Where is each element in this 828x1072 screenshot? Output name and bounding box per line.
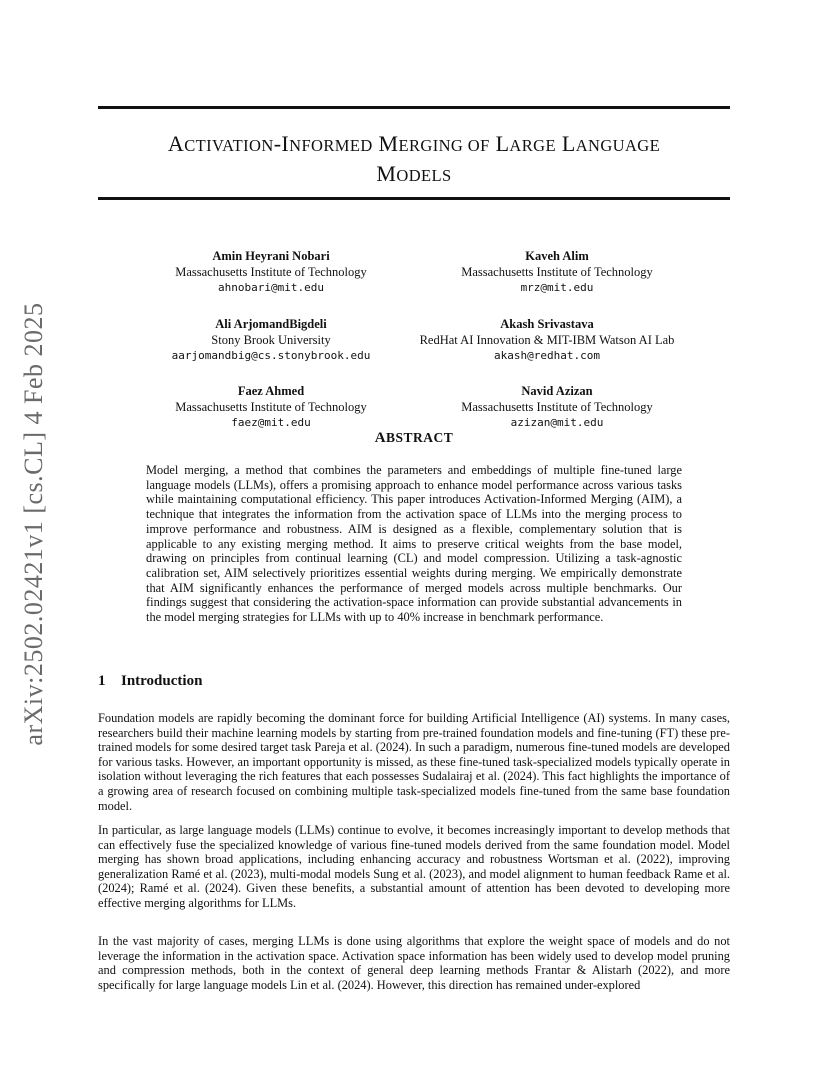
author-affiliation: Stony Brook University: [211, 332, 331, 347]
author-block: [392, 384, 722, 431]
section-title: Introduction: [121, 673, 203, 689]
author-email: mrz@mit.edu: [520, 281, 594, 294]
author-affiliation: RedHat AI Innovation & MIT-IBM Watson AI Lab: [419, 332, 675, 347]
author-name: Kaveh Alim: [525, 249, 589, 263]
author-email: aarjomandbig@cs.stonybrook.edu: [171, 349, 371, 362]
author-name: Akash Srivastava: [500, 317, 594, 331]
author-block: [106, 384, 436, 431]
paper-title: [98, 130, 730, 190]
author-email: ahnobari@mit.edu: [218, 281, 324, 294]
author-affiliation: Massachusetts Institute of Technology: [175, 399, 367, 414]
author-affiliation: Massachusetts Institute of Technology: [461, 399, 653, 414]
abstract-text: Model merging, a method that combines the parameters and embeddings of multiple fine-tuned large language models (LLMs), offers a promising approach to enhance model performance across various tasks while maintaining computational efficiency. This paper introduces Activation-Informed Merging (AIM), a technique that integrates the information from the activation space of LLMs into the merging process to improve performance and robustness. AIM is designed as a flexible, complementary solution that is applicable to any existing merging method. It aims to preserve critical weights from the base model, drawing on principles from continual learning (CL) and model compression. Utilizing a task-agnostic calibration set, AIM selectively prioritizes essential weights during merging. We empirically demonstrate that AIM significantly enhances the performance of merged models across multiple benchmarks. Our findings suggest that considering the activation-space information can provide substantial advancements in the model merging strategies for LLMs with up to 40% increase in benchmark performance.: [146, 463, 682, 625]
author-email: faez@mit.edu: [231, 416, 311, 429]
author-name: Faez Ahmed: [237, 384, 305, 398]
author-block: [382, 317, 712, 364]
title-line-2: MODELS: [376, 161, 452, 186]
section-heading: [98, 673, 202, 690]
author-email: akash@redhat.com: [494, 349, 600, 362]
author-email: azizan@mit.edu: [510, 416, 604, 429]
body-paragraph: In particular, as large language models (LLMs) continue to evolve, it becomes increasingly important to develop methods that can effectively fuse the specialized knowledge of various fine-tuned models derived from the same foundation model. Model merging has shown broad applications, including enhancing accuracy and robustness Wortsman et al. (2022), improving generalization Ramé et al. (2023), multi-modal models Sung et al. (2023), and model alignment to human feedback Rame et al. (2024); Ramé et al. (2024). Given these benefits, a substantial amount of attention has been devoted to developing more effective merging algorithms for LLMs.: [98, 823, 730, 910]
section-number: 1: [98, 673, 106, 689]
title-bottom-rule: [98, 197, 730, 200]
author-name: Amin Heyrani Nobari: [212, 249, 330, 263]
title-line-1: ACTIVATION-INFORMED MERGING OF LARGE LANGUAGE: [167, 131, 661, 156]
body-paragraph: In the vast majority of cases, merging LLMs is done using algorithms that explore the weight space of models and do not leverage the information in the activation space. Activation space information has been widely used to develop model pruning and compression methods, both in the context of general deep learning methods Frantar & Alistarh (2022), and more specifically for large language models Lin et al. (2024). However, this direction has remained under-explored: [98, 934, 730, 992]
author-block: [106, 249, 436, 296]
author-affiliation: Massachusetts Institute of Technology: [175, 264, 367, 279]
body-paragraph: Foundation models are rapidly becoming the dominant force for building Artificial Intelligence (AI) systems. In many cases, researchers build their machine learning models by starting from pre-trained foundation models and fine-tuning (FT) these pre-trained models for some desired target task Pareja et al. (2024). In such a paradigm, numerous fine-tuned models are developed for various tasks. However, an important opportunity is missed, as these fine-tuned task-specialized models typically operate in isolation without leveraging the rich features that each possesses Sudalairaj et al. (2024). This fact highlights the importance of a growing area of research focused on combining multiple task-specialized models fine-tuned from the same base foundation model.: [98, 711, 730, 813]
arxiv-stamp: arXiv:2502.02421v1 [cs.CL] 4 Feb 2025: [19, 302, 48, 746]
title-top-rule: [98, 106, 730, 109]
author-block: [392, 249, 722, 296]
abstract-heading: ABSTRACT: [374, 430, 454, 446]
author-affiliation: Massachusetts Institute of Technology: [461, 264, 653, 279]
author-name: Navid Azizan: [521, 384, 593, 398]
author-name: Ali ArjomandBigdeli: [215, 317, 327, 331]
